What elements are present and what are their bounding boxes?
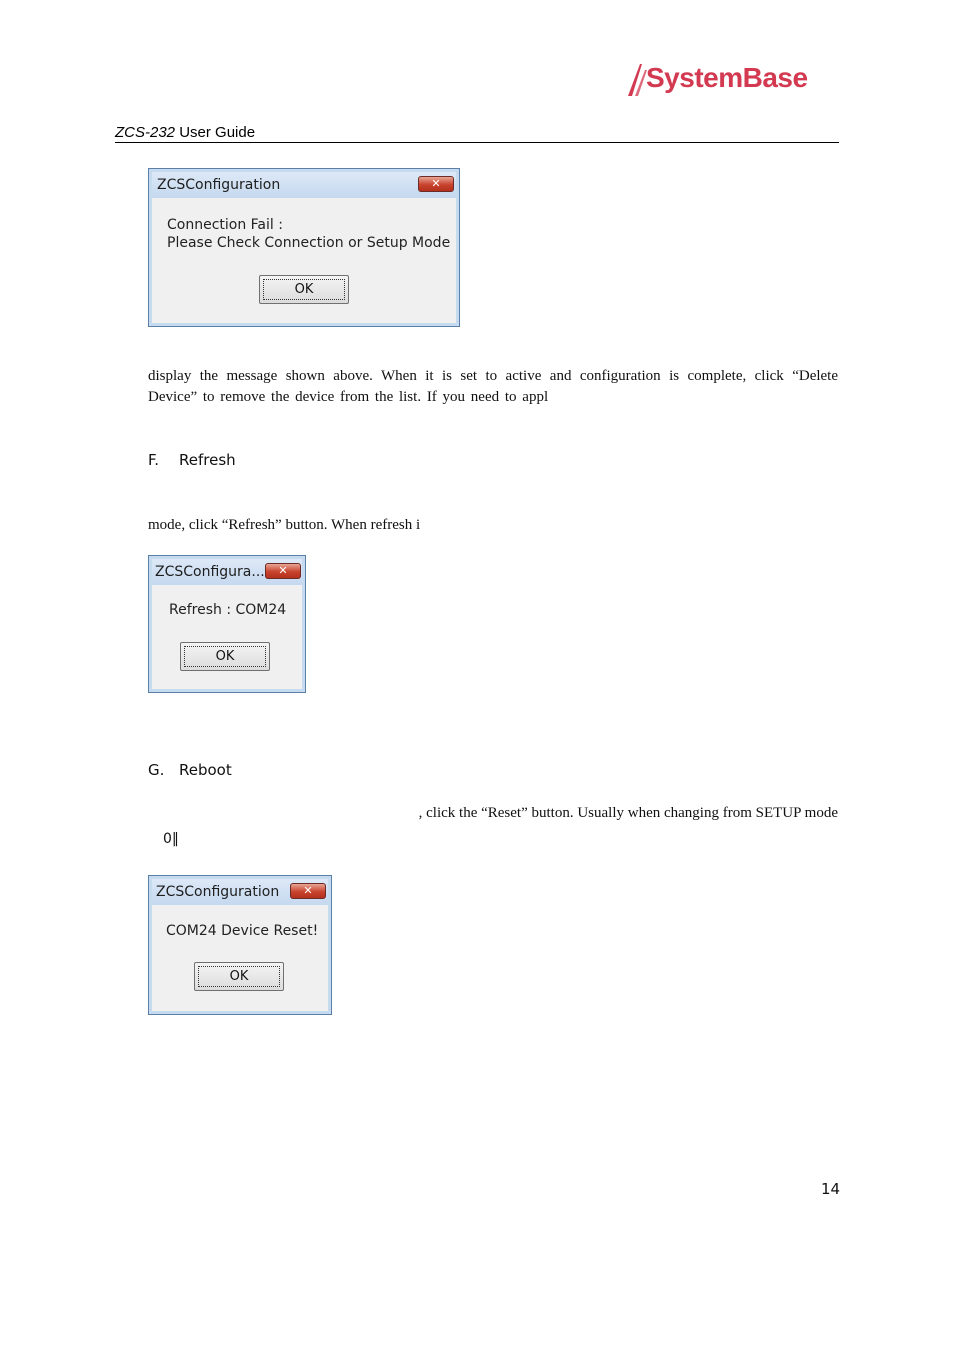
logo-text: SystemBase [646, 62, 808, 93]
close-icon[interactable]: ✕ [290, 883, 326, 899]
dialog-titlebar [152, 559, 302, 585]
close-icon[interactable]: ✕ [265, 563, 301, 579]
paragraph-line-2: Device” to remove the device from the list. If you need to appl [148, 389, 549, 405]
guide-label: User Guide [175, 124, 256, 141]
connection-fail-dialog [148, 168, 460, 327]
dialog-titlebar [152, 172, 456, 198]
dialog-message: Refresh : COM24 [169, 602, 287, 618]
dialog-title: ZCSConfigura... [155, 564, 265, 580]
dialog-title: ZCSConfiguration [156, 884, 280, 900]
paragraph-reset: , click the “Reset” button. Usually when changing from SETUP mode [418, 805, 838, 821]
stray-text: 0‖ [163, 831, 179, 847]
ok-button[interactable] [259, 275, 349, 304]
dialog-titlebar [152, 879, 328, 905]
dialog-title: ZCSConfiguration [157, 177, 281, 193]
page-number: 14 [821, 1180, 841, 1198]
header-rule [115, 142, 839, 143]
close-icon[interactable]: ✕ [418, 176, 454, 192]
model-name: ZCS-232 [115, 124, 176, 141]
ok-button[interactable] [180, 642, 270, 671]
document-title [115, 124, 255, 141]
ok-button-label: OK [184, 646, 266, 667]
systembase-logo [626, 60, 808, 102]
device-reset-dialog [148, 875, 332, 1015]
paragraph-refresh: mode, click “Refresh” button. When refresh i [148, 517, 421, 533]
section-letter: G. [148, 761, 165, 779]
refresh-dialog [148, 555, 306, 693]
section-title: Refresh [179, 451, 236, 469]
dialog-message-line-2: Please Check Connection or Setup Mode [167, 235, 451, 251]
section-reboot-heading [148, 761, 232, 779]
dialog-message-line-1: Connection Fail : [167, 217, 283, 233]
dialog-message: COM24 Device Reset! [166, 923, 319, 939]
section-refresh-heading [148, 451, 236, 469]
paragraph-line-1: display the message shown above. When it is set to active and configuration is complete, click “Delete [148, 368, 838, 384]
section-title: Reboot [179, 761, 232, 779]
ok-button[interactable] [194, 962, 284, 991]
ok-button-label: OK [198, 966, 280, 987]
section-letter: F. [148, 451, 159, 469]
ok-button-label: OK [263, 279, 345, 300]
paragraph-delete-device [148, 366, 838, 408]
